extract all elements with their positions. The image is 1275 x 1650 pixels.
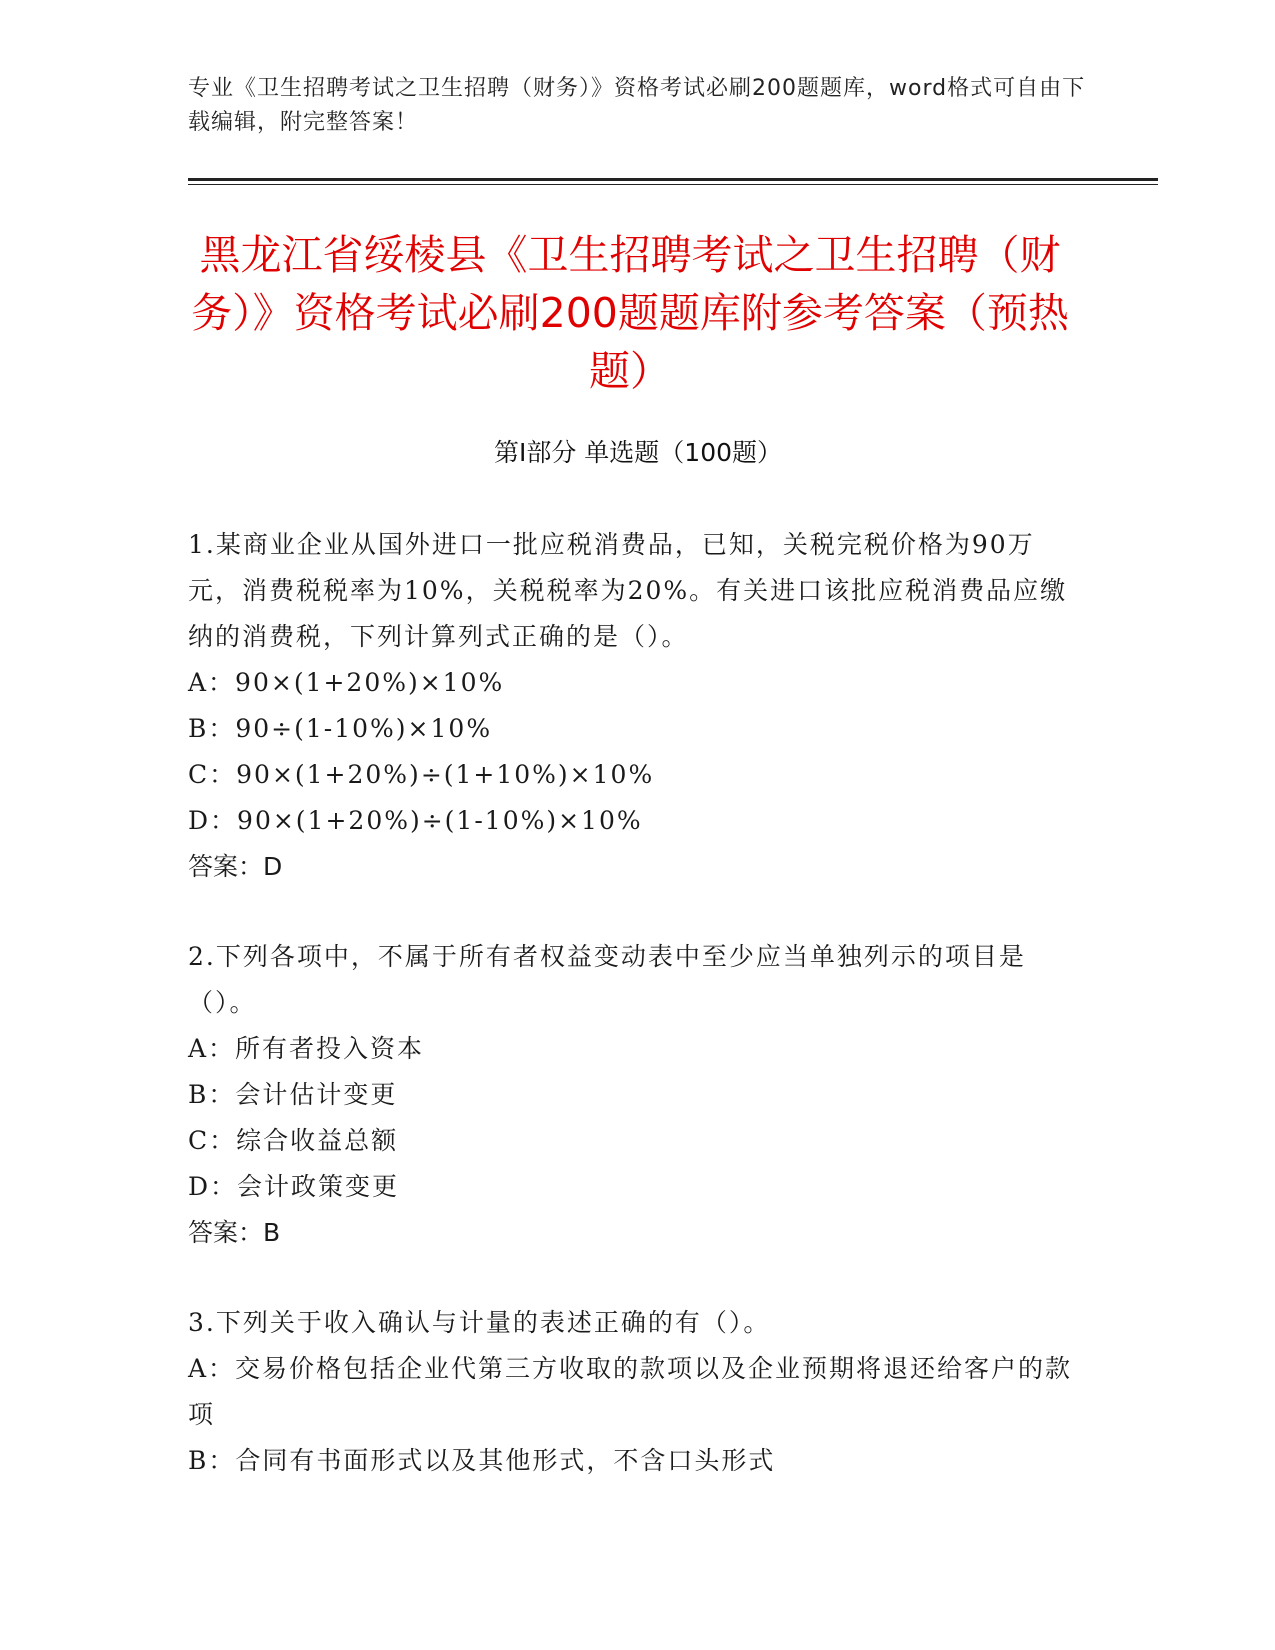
option-d: D：会计政策变更 — [188, 1172, 400, 1201]
question-text: 3.下列关于收入确认与计量的表述正确的有（）。 — [188, 1308, 771, 1337]
header-rule-thick — [188, 178, 1158, 181]
option-c: C：90×(1+20%)÷(1+10%)×10% — [188, 760, 655, 789]
option-b: B：合同有书面形式以及其他形式，不含口头形式 — [188, 1446, 776, 1475]
option-b: B：90÷(1-10%)×10% — [188, 714, 493, 743]
option-a: A：所有者投入资本 — [188, 1034, 425, 1063]
header-note: 专业《卫生招聘考试之卫生招聘（财务）》资格考试必刷200题题库，word格式可自由下载编辑，附完整答案！ — [188, 76, 1086, 135]
option-a: A：90×(1+20%)×10% — [188, 668, 505, 697]
question-text: 2.下列各项中，不属于所有者权益变动表中至少应当单独列示的项目是（）。 — [188, 942, 1026, 1017]
question-2 — [188, 934, 1078, 1256]
document-title: 黑龙江省绥棱县《卫生招聘考试之卫生招聘（财务）》资格考试必刷200题题库附参考答案（预热题） — [191, 231, 1069, 395]
option-c: C：综合收益总额 — [188, 1126, 399, 1155]
option-b: B：会计估计变更 — [188, 1080, 398, 1109]
question-1 — [188, 522, 1078, 890]
question-list — [188, 522, 1078, 1528]
question-3 — [188, 1300, 1078, 1484]
header-rule-thin — [188, 184, 1158, 185]
question-text: 1.某商业企业从国外进口一批应税消费品，已知，关税完税价格为90万元，消费税税率为10%，关税税率为20%。有关进口该批应税消费品应缴纳的消费税，下列计算列式正确的是（）。 — [188, 530, 1068, 651]
answer: 答案：D — [188, 852, 283, 881]
option-a: A：交易价格包括企业代第三方收取的款项以及企业预期将退还给客户的款项 — [188, 1354, 1073, 1429]
option-d: D：90×(1+20%)÷(1-10%)×10% — [188, 806, 643, 835]
answer: 答案：B — [188, 1218, 281, 1247]
section-heading: 第Ⅰ部分 单选题（100题） — [493, 438, 783, 467]
